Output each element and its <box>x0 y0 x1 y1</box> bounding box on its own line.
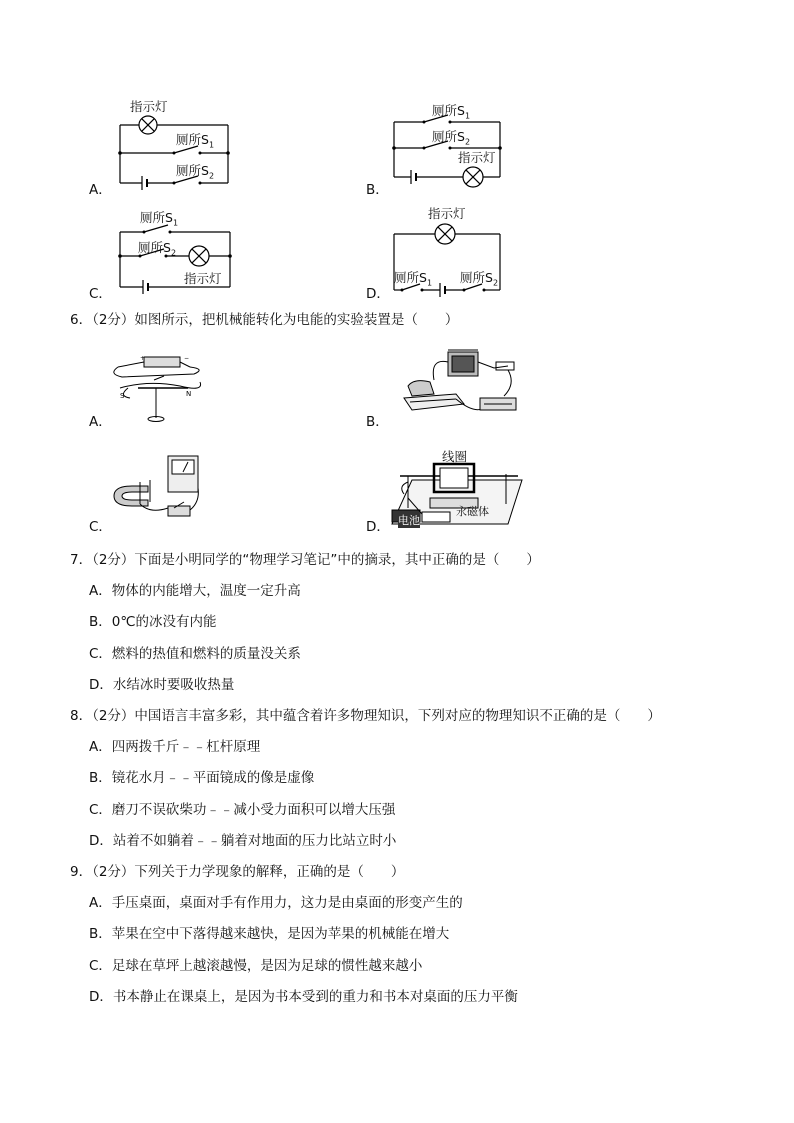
q6-option-a-label[interactable]: A． <box>89 414 112 430</box>
q8-option-a[interactable]: A．四两拨千斤﹣﹣杠杆原理 <box>89 739 261 755</box>
q9-option-c[interactable]: C．足球在草坪上越滚越慢，是因为足球的惯性越来越小 <box>89 958 423 974</box>
q6-figure-d-coil-label: 线圈 <box>442 449 468 464</box>
switch1-label-c: 厕所$S_1$ <box>140 210 179 228</box>
svg-text:+: + <box>140 355 146 362</box>
switch2-label-c: 厕所$S_2$ <box>138 240 177 258</box>
switch1-label-d: 厕所$S_1$ <box>394 270 433 288</box>
option-label-d[interactable]: D． <box>366 286 390 302</box>
svg-text:−: − <box>184 355 190 362</box>
switch1-label-a: 厕所$S_1$ <box>176 132 215 150</box>
q7-option-b[interactable]: B．0℃的冰没有内能 <box>89 614 217 630</box>
q6-figure-d-magnet-label: 永磁体 <box>456 505 489 518</box>
lamp-label-b: 指示灯 <box>458 150 496 165</box>
switch2-label-a: 厕所$S_2$ <box>176 163 215 181</box>
switch1-label-b: 厕所$S_1$ <box>432 103 471 121</box>
question-6-stem: 6．（2分）如图所示，把机械能转化为电能的实验装置是（ ） <box>70 312 459 328</box>
lamp-label-c: 指示灯 <box>184 271 222 286</box>
q6-figure-a <box>108 352 218 427</box>
switch2-label-b: 厕所$S_2$ <box>432 129 471 147</box>
lamp-label-d: 指示灯 <box>428 206 466 221</box>
option-label-b[interactable]: B． <box>366 182 389 198</box>
option-label-c[interactable]: C． <box>89 286 112 302</box>
svg-text:S: S <box>120 392 125 400</box>
q7-option-d[interactable]: D．水结冰时要吸收热量 <box>89 677 235 693</box>
q7-option-a[interactable]: A．物体的内能增大，温度一定升高 <box>89 583 301 599</box>
q7-option-c[interactable]: C．燃料的热值和燃料的质量没关系 <box>89 646 301 662</box>
q8-option-c[interactable]: C．磨刀不误砍柴功﹣﹣减小受力面积可以增大压强 <box>89 802 396 818</box>
option-label-a[interactable]: A． <box>89 182 112 198</box>
q6-option-d-label[interactable]: D． <box>366 519 390 535</box>
q9-option-b[interactable]: B．苹果在空中下落得越来越快，是因为苹果的机械能在增大 <box>89 926 450 942</box>
q6-option-c-label[interactable]: C． <box>89 519 112 535</box>
q6-option-b-label[interactable]: B． <box>366 414 389 430</box>
svg-text:N: N <box>186 390 192 398</box>
q6-figure-c <box>110 452 220 527</box>
q9-option-d[interactable]: D．书本静止在课桌上，是因为书本受到的重力和书本对桌面的压力平衡 <box>89 989 518 1005</box>
question-7-stem: 7．（2分）下面是小明同学的“物理学习笔记”中的摘录，其中正确的是（ ） <box>70 552 540 568</box>
switch2-label-d: 厕所$S_2$ <box>460 270 499 288</box>
circuit-diagram-b <box>384 110 524 200</box>
question-8-stem: 8．（2分）中国语言丰富多彩，其中蕴含着许多物理知识，下列对应的物理知识不正确的是（ ） <box>70 708 661 724</box>
lamp-label-a: 指示灯 <box>130 99 168 114</box>
q9-option-a[interactable]: A．手压桌面，桌面对手有作用力，这力是由桌面的形变产生的 <box>89 895 463 911</box>
q8-option-d[interactable]: D．站着不如躺着﹣﹣躺着对地面的压力比站立时小 <box>89 833 397 849</box>
question-9-stem: 9．（2分）下列关于力学现象的解释，正确的是（ ） <box>70 864 405 880</box>
q8-option-b[interactable]: B．镜花水月﹣﹣平面镜成的像是虚像 <box>89 770 315 786</box>
q6-figure-b <box>390 344 530 434</box>
q6-figure-d-battery-label: 电池 <box>398 514 420 527</box>
